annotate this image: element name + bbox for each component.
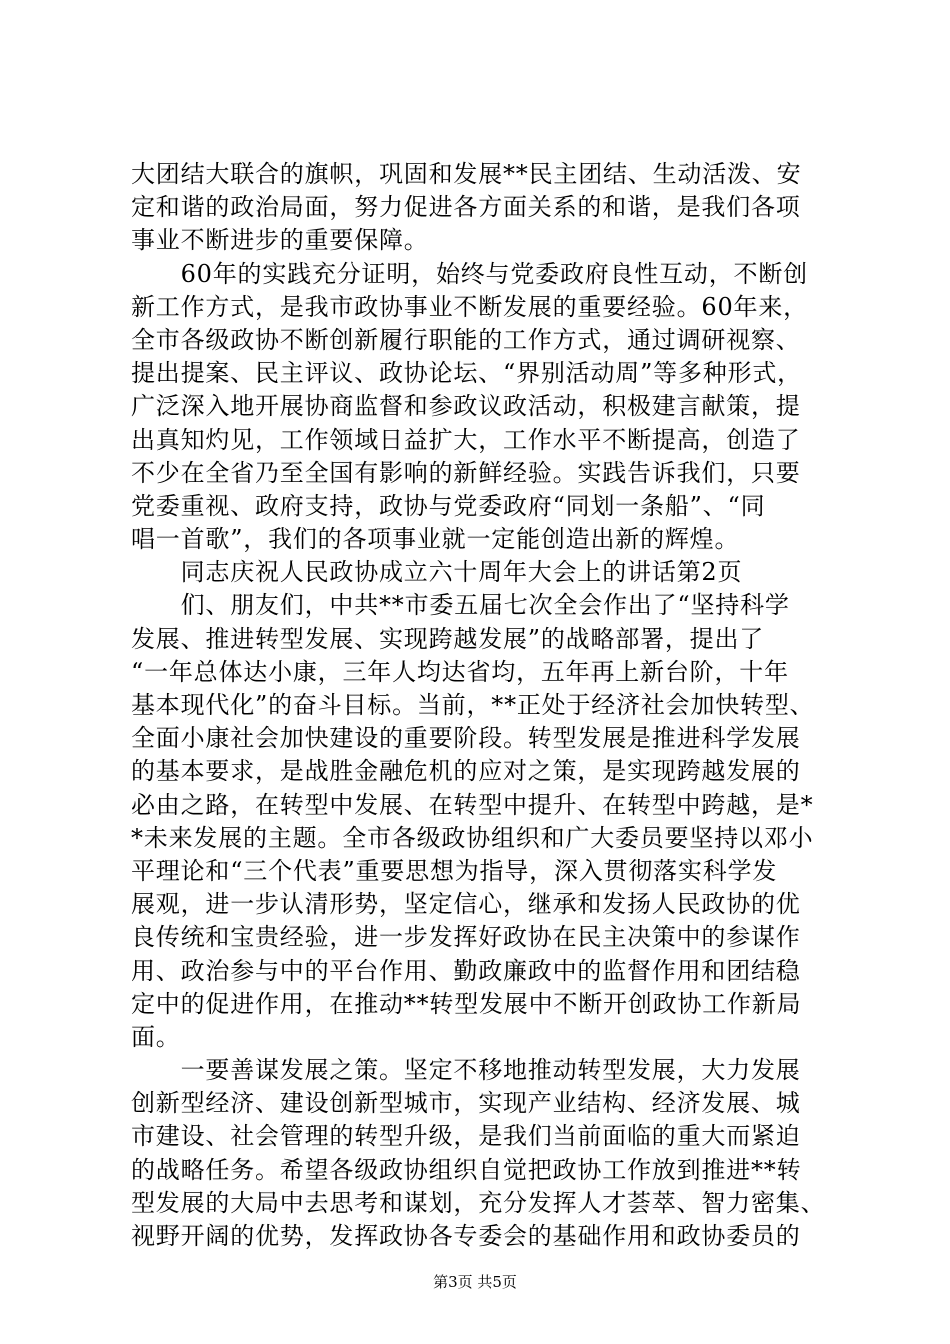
text-line: *未来发展的主题。全市各级政协组织和广大委员要坚持以邓小 (131, 823, 814, 852)
text-line: 的基本要求，是战胜金融危机的应对之策，是实现跨越发展的 (131, 757, 801, 786)
text-line: 必由之路，在转型中发展、在转型中提升、在转型中跨越，是* (131, 790, 814, 819)
text-line: 用、政治参与中的平台作用、勤政廉政中的监督作用和团结稳 (131, 956, 801, 985)
text-line: “一年总体达小康，三年人均达省均，五年再上新台阶，十年 (131, 657, 789, 686)
text-line: 的战略任务。希望各级政协组织自觉把政协工作放到推进**转 (131, 1155, 802, 1184)
text-line: 60年的实践充分证明，始终与党委政府良性互动，不断创 (131, 259, 808, 288)
text-line: 型发展的大局中去思考和谋划，充分发挥人才荟萃、智力密集、 (131, 1188, 826, 1217)
text-line: 党委重视、政府支持，政协与党委政府“同划一条船”、“同 (131, 491, 766, 520)
text-line: 定和谐的政治局面，努力促进各方面关系的和谐，是我们各项 (131, 193, 801, 222)
text-line: 良传统和宝贵经验，进一步发挥好政协在民主决策中的参谋作 (131, 923, 801, 952)
page-footer: 第3页 共5页 (433, 1273, 517, 1291)
text-line: 平理论和“三个代表”重要思想为指导，深入贯彻落实科学发 (131, 856, 778, 885)
text-line: 出真知灼见，工作领域日益扩大，工作水平不断提高，创造了 (131, 425, 801, 454)
text-line: 大团结大联合的旗帜，巩固和发展**民主团结、生动活泼、安 (131, 160, 802, 188)
text-line: 面。 (131, 1022, 181, 1051)
text-line: 事业不断进步的重要保障。 (131, 226, 429, 255)
text-line: 唱一首歌”，我们的各项事业就一定能创造出新的辉煌。 (131, 525, 740, 554)
text-line: 新工作方式，是我市政协事业不断发展的重要经验。60年来， (131, 292, 808, 321)
text-line: 不少在全省乃至全国有影响的新鲜经验。实践告诉我们，只要 (131, 458, 801, 487)
text-line: 广泛深入地开展协商监督和参政议政活动，积极建言献策，提 (131, 392, 801, 421)
text-line: 基本现代化”的奋斗目标。当前，**正处于经济社会加快转型、 (131, 691, 815, 719)
text-line: 同志庆祝人民政协成立六十周年大会上的讲话第2页 (131, 558, 743, 587)
document-body (131, 158, 831, 1253)
text-line: 定中的促进作用，在推动**转型发展中不断开创政协工作新局 (131, 989, 802, 1018)
text-line: 展观，进一步认清形势，坚定信心，继承和发扬人民政协的优 (131, 890, 801, 919)
text-line: 市建设、社会管理的转型升级，是我们当前面临的重大而紧迫 (131, 1122, 801, 1151)
text-line: 创新型经济、建设创新型城市，实现产业结构、经济发展、城 (131, 1089, 801, 1118)
text-line: 发展、推进转型发展、实现跨越发展”的战略部署，提出了 (131, 624, 765, 653)
text-line: 们、朋友们，中共**市委五届七次全会作出了“坚持科学 (131, 591, 790, 620)
text-line: 视野开阔的优势，发挥政协各专委会的基础作用和政协委员的 (131, 1222, 801, 1250)
text-line: 一要善谋发展之策。坚定不移地推动转型发展，大力发展 (131, 1056, 801, 1085)
text-line: 提出提案、民主评议、政协论坛、“界别活动周”等多种形式， (131, 359, 802, 388)
text-line: 全面小康社会加快建设的重要阶段。转型发展是推进科学发展 (131, 724, 801, 753)
text-line: 全市各级政协不断创新履行职能的工作方式，通过调研视察、 (131, 325, 801, 354)
